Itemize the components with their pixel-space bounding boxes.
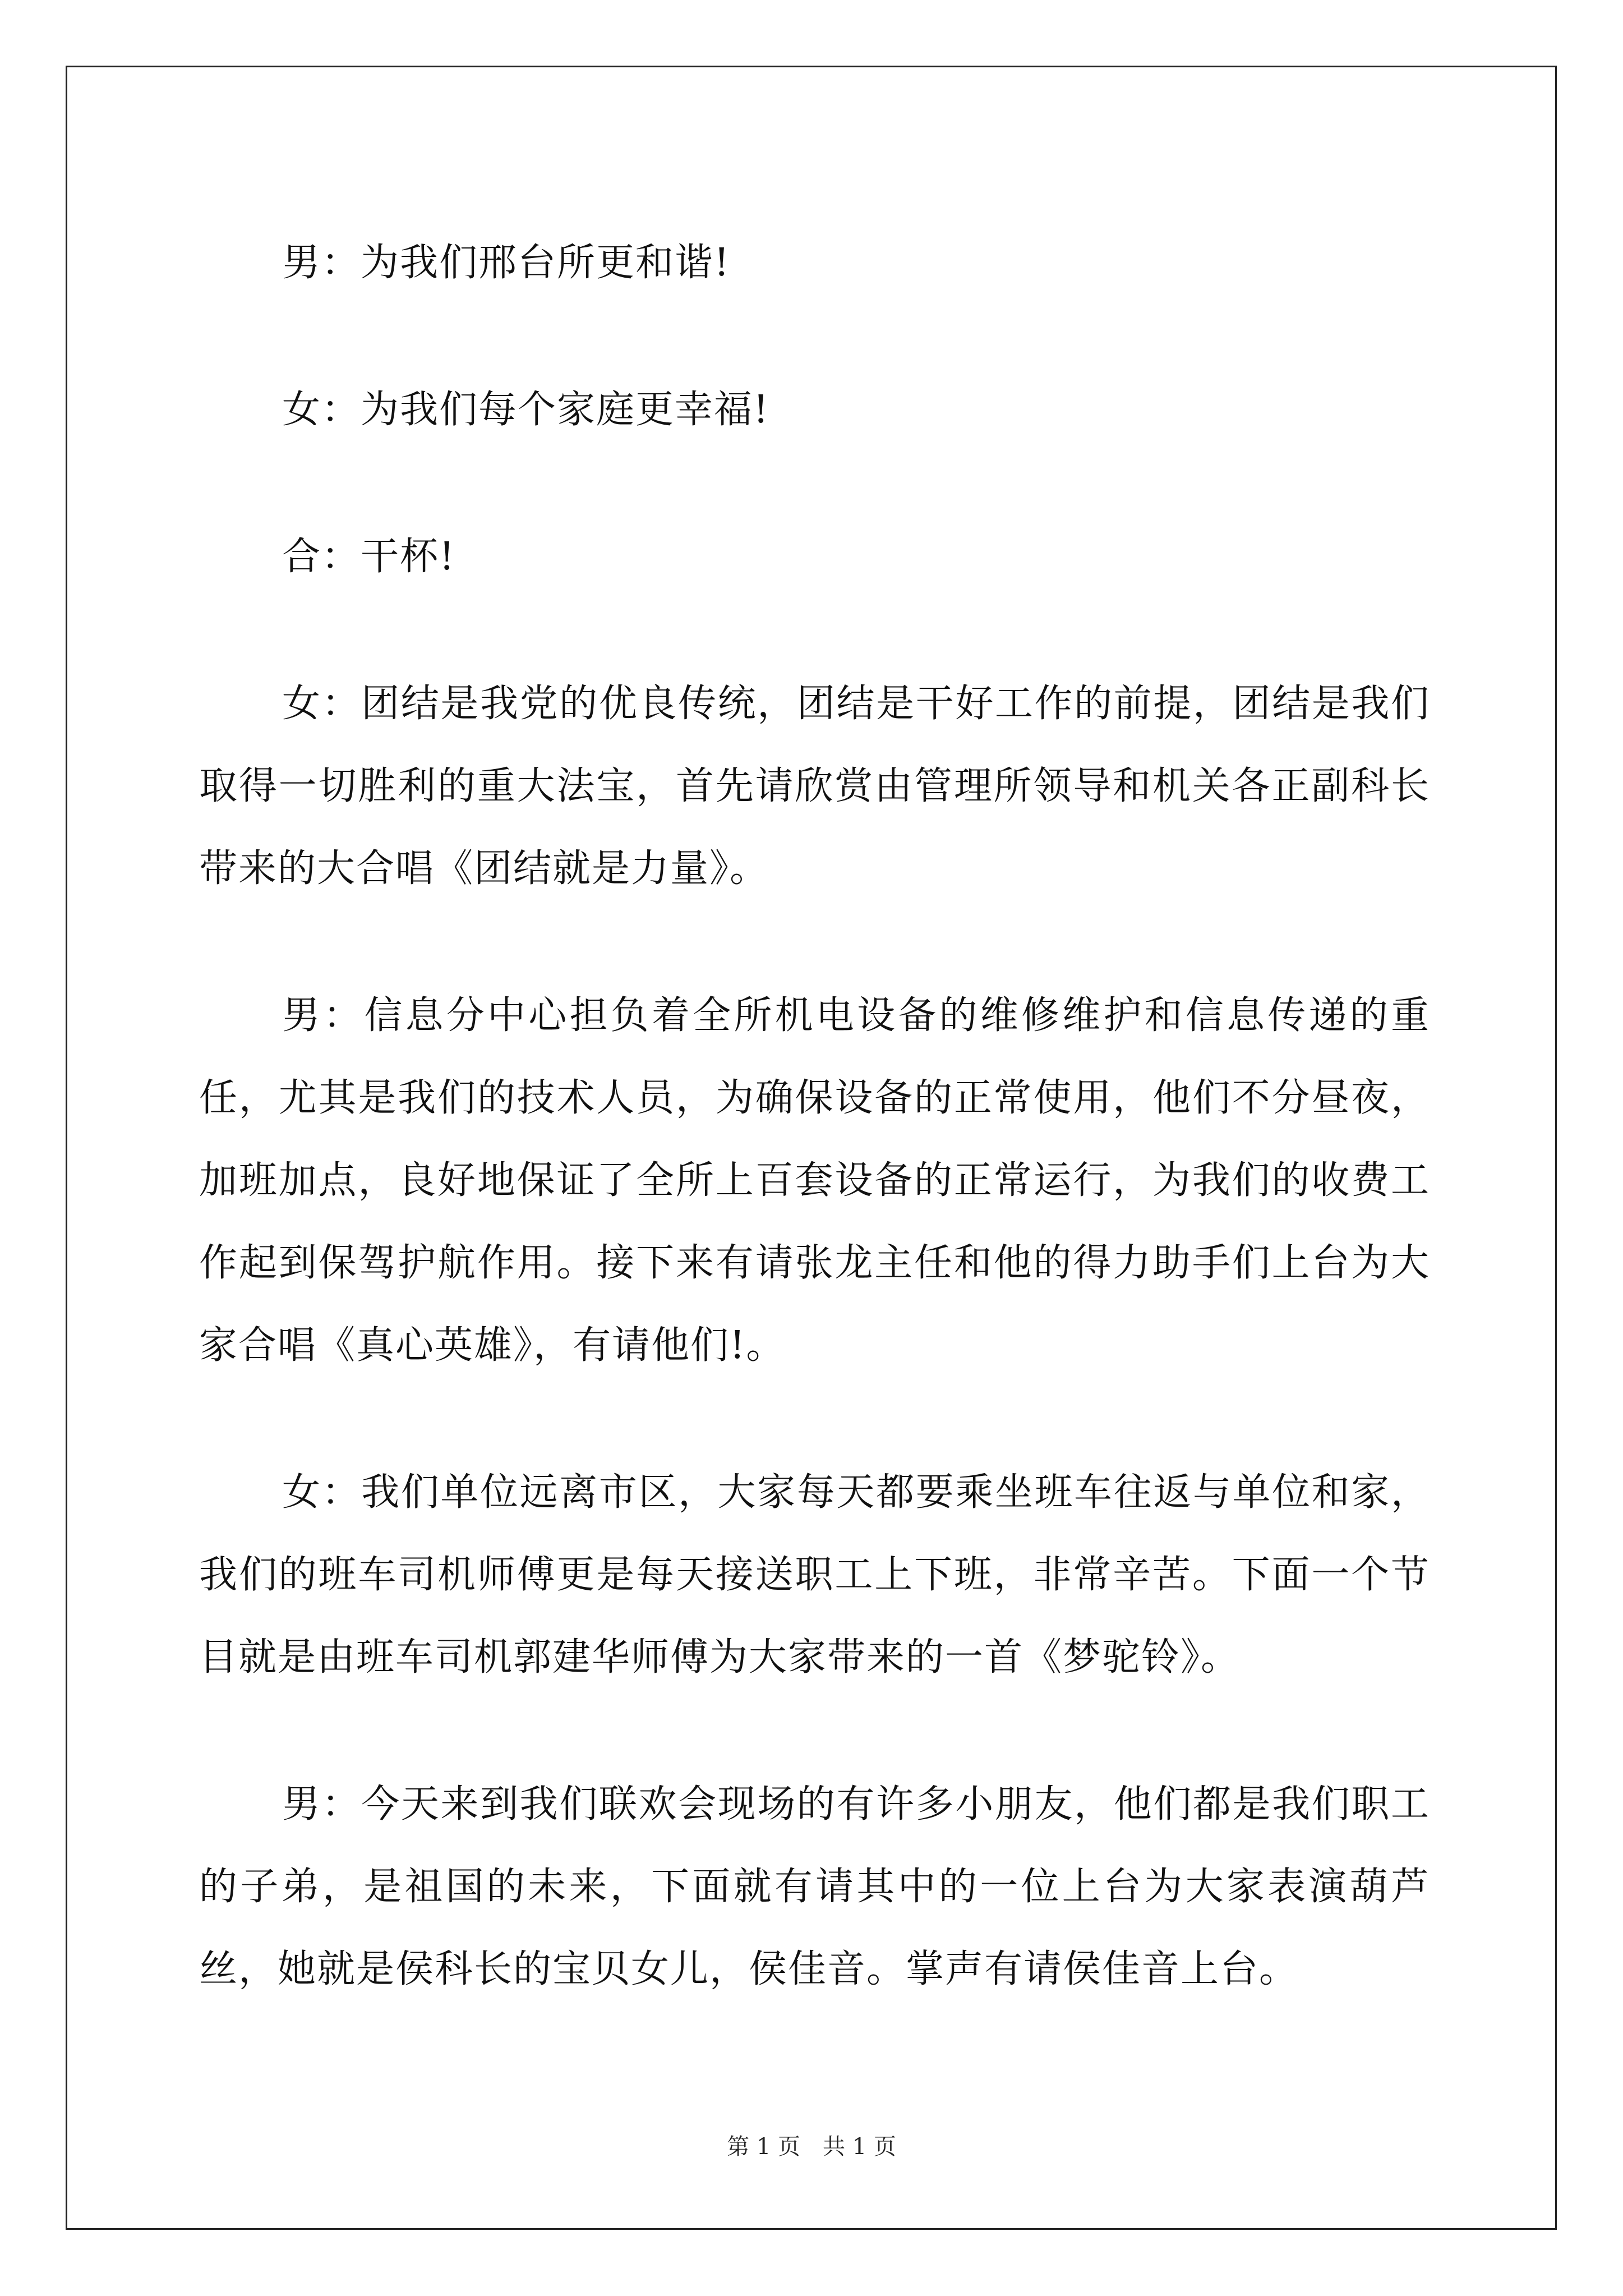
paragraph: 合：干杯! (282, 535, 456, 579)
paragraph: 男：为我们邢台所更和谐! (282, 241, 731, 285)
paragraph: 男：今天来到我们联欢会现场的有许多小朋友，他们都是我们职工的子弟，是祖国的未来，下面就有请其中的一位上台为大家表演葫芦丝，她就是侯科长的宝贝女儿，侯佳音。掌声有请侯佳音上台。 (199, 1782, 1430, 1991)
paragraph: 女：团结是我党的优良传统，团结是干好工作的前提，团结是我们取得一切胜利的重大法宝，首先请欣赏由管理所领导和机关各正副科长带来的大合唱《团结就是力量》。 (199, 682, 1430, 891)
document-body (199, 222, 1430, 2075)
paragraph: 女：我们单位远离市区，大家每天都要乘坐班车往返与单位和家，我们的班车司机师傅更是每天接送职工上下班，非常辛苦。下面一个节目就是由班车司机郭建华师傅为大家带来的一首《梦驼铃》。 (199, 1470, 1430, 1680)
paragraph: 男：信息分中心担负着全所机电设备的维修维护和信息传递的重任，尤其是我们的技术人员，为确保设备的正常使用，他们不分昼夜，加班加点，良好地保证了全所上百套设备的正常运行，为我们的收费工作起到保驾护航作用。接下来有请张龙主任和他的得力助手们上台为大家合唱《真心英雄》，有请他们!。 (199, 993, 1430, 1368)
paragraph: 女：为我们每个家庭更幸福! (282, 388, 770, 432)
page-number-footer: 第 1 页 共 1 页 (727, 2134, 896, 2160)
